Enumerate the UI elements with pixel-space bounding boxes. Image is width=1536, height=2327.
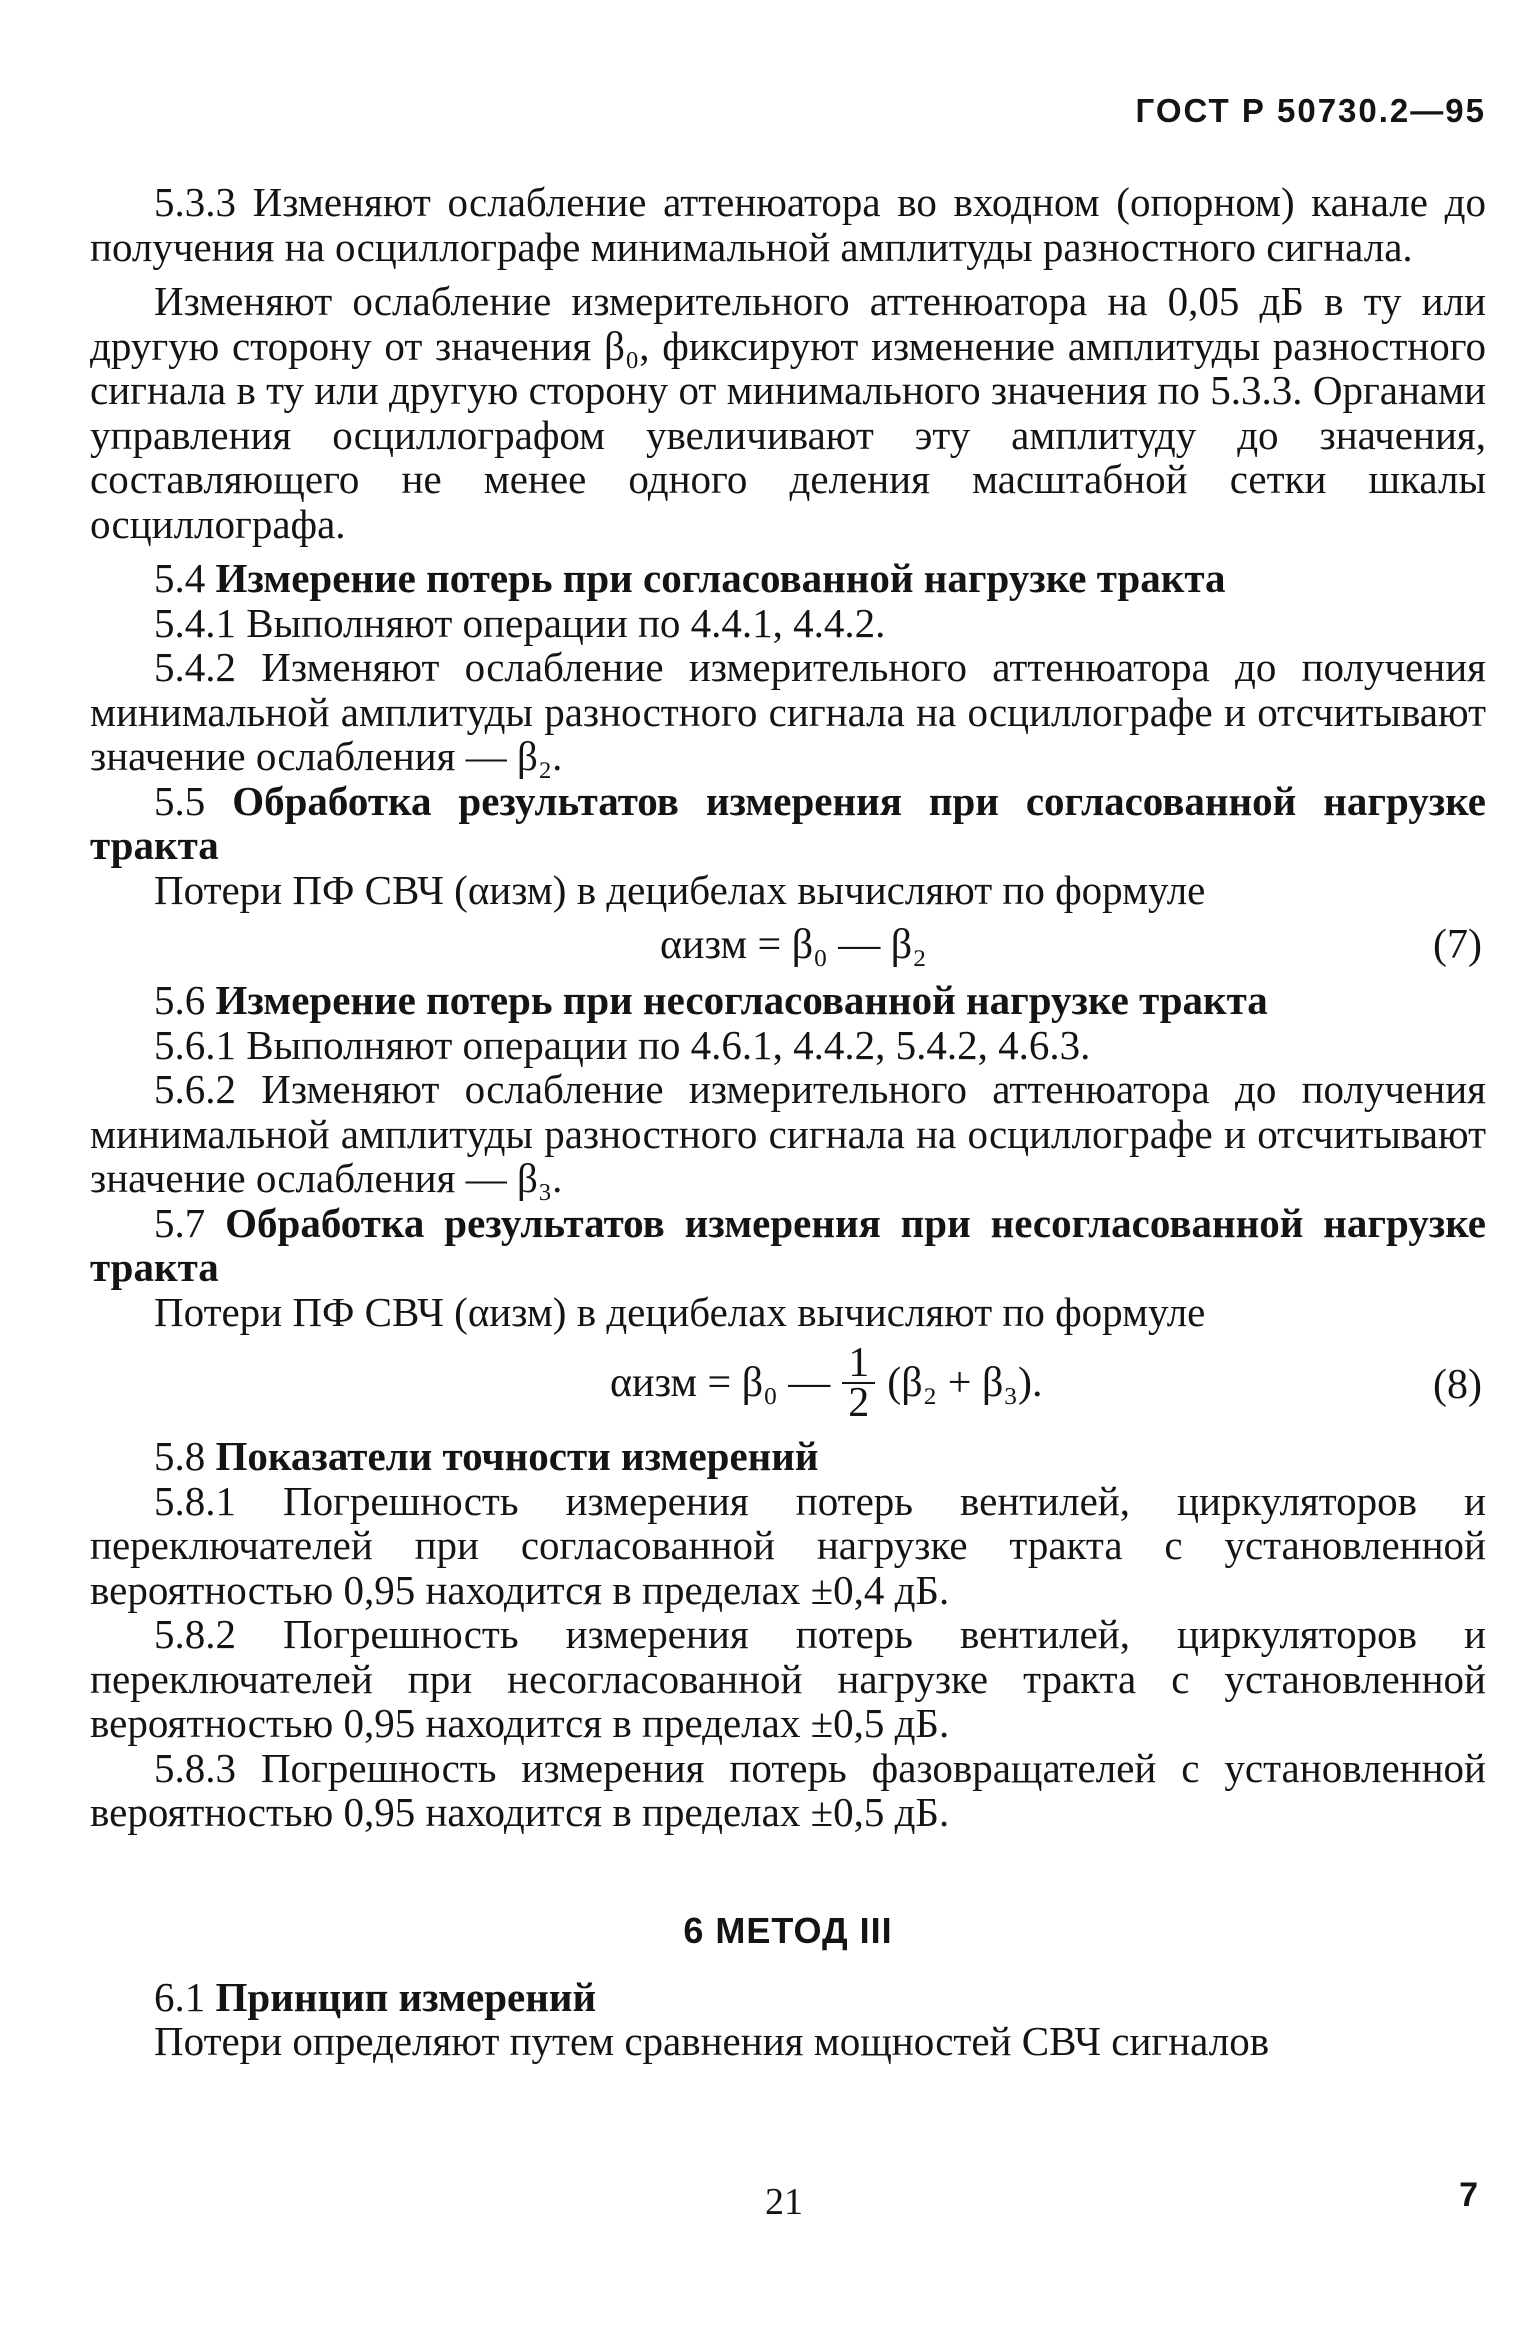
fraction-numerator: 1 <box>842 1344 875 1384</box>
formula-7 <box>90 912 1486 978</box>
heading-number: 5.7 <box>154 1199 206 1246</box>
formula-number: (7) <box>1433 922 1482 968</box>
document-body <box>90 180 1486 2064</box>
formula-left: αизм = β₀ — <box>610 1360 831 1406</box>
heading-5-6 <box>90 978 1486 1023</box>
heading-number: 6.1 <box>154 1973 206 2020</box>
paragraph-5-5: Потери ПФ СВЧ (αизм) в децибелах вычисляют по формуле <box>154 866 1206 913</box>
paragraph-5-8-3: 5.8.3 Погрешность измерения потерь фазовращателей с установленной вероятностью 0,95 находится в пределах ±0,5 дБ. <box>90 1744 1486 1835</box>
paragraph-5-3-3: 5.3.3 Изменяют ослабление аттенюатора во входном (опорном) канале до получения на осциллографе минимальной амплитуды разностного сигнала. <box>90 179 1486 270</box>
paragraph-5-8-2: 5.8.2 Погрешность измерения потерь вентилей, циркуляторов и переключателей при несогласованной нагрузке тракта с установленной вероятностью 0,95 находится в пределах ±0,5 дБ. <box>90 1611 1486 1746</box>
heading-6-1 <box>90 1975 1486 2020</box>
heading-5-4 <box>90 556 1486 601</box>
heading-title: Обработка результатов измерения при согласованной нагрузке тракта <box>90 777 1487 868</box>
formula-expression <box>610 1340 1043 1426</box>
formula-number: (8) <box>1433 1362 1482 1408</box>
heading-number: 5.4 <box>154 555 206 601</box>
paragraph-5-6-1: 5.6.1 Выполняют операции по 4.6.1, 4.4.2, 5.4.2, 4.6.3. <box>154 1021 1091 1068</box>
fraction-denominator: 2 <box>848 1380 870 1426</box>
heading-title: Принцип измерений <box>215 1973 597 2020</box>
heading-5-5 <box>90 779 1486 868</box>
formula-right: (β₂ + β₃). <box>887 1360 1043 1406</box>
page-number: 7 <box>1459 2176 1478 2214</box>
heading-title: Показатели точности измерений <box>215 1433 819 1479</box>
heading-5-7 <box>90 1201 1486 1290</box>
formula-expression: αизм = β₀ — β₂ <box>660 922 927 968</box>
section-6-title: 6 МЕТОД III <box>683 1909 893 1951</box>
heading-title: Измерение потерь при несогласованной нагрузке тракта <box>215 977 1268 1023</box>
paragraph-5-4-2: 5.4.2 Изменяют ослабление измерительного аттенюатора до получения минимальной амплитуды разностного сигнала на осциллографе и отсчитывают значение ослабления — β₂. <box>90 644 1486 779</box>
paragraph-5-6-2: 5.6.2 Изменяют ослабление измерительного аттенюатора до получения минимальной амплитуды разностного сигнала на осциллографе и отсчитывают значение ослабления — β₃. <box>90 1066 1486 1201</box>
heading-title: Измерение потерь при согласованной нагрузке тракта <box>215 555 1226 601</box>
paragraph-5-4-1: 5.4.1 Выполняют операции по 4.4.1, 4.4.2. <box>154 599 886 646</box>
fraction <box>842 1340 875 1426</box>
paragraph-5-3-3-continued: Изменяют ослабление измерительного аттенюатора на 0,05 дБ в ту или другую сторону от значения β₀, фиксируют изменение амплитуды разностного сигнала в ту или другую сторону от минимального значения по 5.3.3. Органами управления осциллографом увеличивают эту амплитуду до значения, составляющего не менее одного деления масштабной сетки шкалы осциллографа. <box>90 278 1486 547</box>
sheet-number: 21 <box>765 2181 803 2223</box>
heading-number: 5.6 <box>154 977 206 1023</box>
document-header: ГОСТ Р 50730.2—95 <box>1135 92 1486 129</box>
heading-5-8 <box>90 1434 1486 1479</box>
formula-8 <box>90 1334 1486 1434</box>
heading-number: 5.5 <box>154 777 206 824</box>
paragraph-5-7: Потери ПФ СВЧ (αизм) в децибелах вычисляют по формуле <box>154 1288 1206 1335</box>
heading-number: 5.8 <box>154 1433 206 1479</box>
paragraph-5-8-1: 5.8.1 Погрешность измерения потерь вентилей, циркуляторов и переключателей при согласованной нагрузке тракта с установленной вероятностью 0,95 находится в пределах ±0,4 дБ. <box>90 1477 1486 1613</box>
heading-title: Обработка результатов измерения при несогласованной нагрузке тракта <box>90 1199 1486 1290</box>
paragraph-6-1: Потери определяют путем сравнения мощностей СВЧ сигналов <box>154 2018 1270 2064</box>
